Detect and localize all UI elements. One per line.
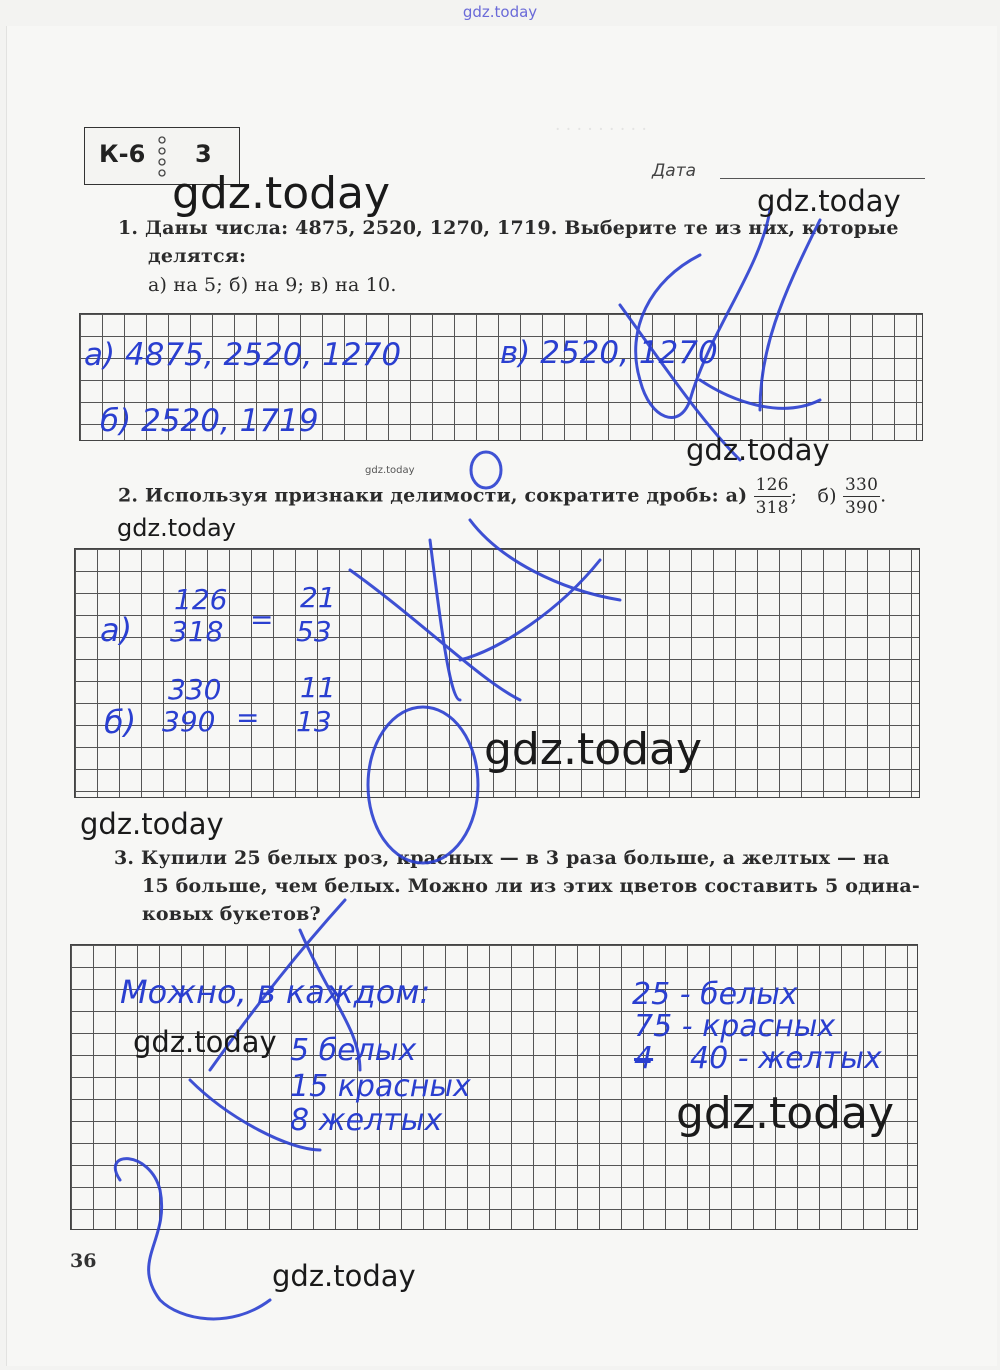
watermark-small: gdz.today	[365, 465, 415, 476]
answer-2-a-label: а)	[100, 611, 133, 649]
task-2-text: 2. Используя признаки делимости, сократите дробь: а)	[118, 484, 748, 507]
answer-2-a-rnum: 21	[300, 581, 336, 614]
answer-3-line-1: Можно, в каждом:	[120, 973, 431, 1011]
answer-2-b-den: 390	[162, 705, 216, 738]
answer-1-b: б) 2520, 1719	[100, 403, 319, 439]
watermark: gdz.today	[686, 433, 830, 467]
sentence-end: .	[880, 484, 887, 507]
answer-3-strike: 4	[634, 1041, 654, 1076]
site-label[interactable]: gdz.today	[462, 3, 538, 21]
answer-1-a: а) 4875, 2520, 1270	[84, 337, 402, 373]
answer-2-a-num: 126	[174, 583, 228, 616]
answer-2-b-num: 330	[168, 673, 222, 706]
watermark: gdz.today	[272, 1259, 416, 1293]
watermark: gdz.today	[757, 184, 901, 218]
answer-1-c: в) 2520, 1270	[500, 335, 718, 371]
answer-2-b-rnum: 11	[300, 671, 336, 704]
answer-3-yellow: 8 желтых	[290, 1103, 443, 1138]
answer-3-count-white: 25 - белых	[632, 977, 798, 1012]
answer-2-b-rden: 13	[296, 705, 332, 738]
fraction-a-denominator: 318	[755, 498, 789, 518]
answer-2-a-rden: 53	[296, 615, 332, 648]
task-3-line-1: 3. Купили 25 белых роз, красных — в 3 раза больше, а желтых — на	[114, 847, 890, 869]
watermark: gdz.today	[484, 724, 703, 775]
task-1-line-3: а) на 5; б) на 9; в) на 10.	[148, 274, 397, 296]
answer-2-a-eq: =	[250, 603, 274, 636]
answer-2-b-label: б)	[104, 703, 137, 741]
watermark: gdz.today	[676, 1088, 895, 1139]
work-code: К-6	[99, 140, 146, 168]
answer-3-white: 5 белых	[290, 1033, 417, 1068]
task-1-line-2: делятся:	[148, 245, 247, 267]
task-1-line-1: 1. Даны числа: 4875, 2520, 1270, 1719. Выберите те из них, которые	[118, 217, 899, 239]
task-3-line-2: 15 больше, чем белых. Можно ли из этих цветов составить 5 одина-	[142, 875, 920, 897]
page-number: 36	[70, 1250, 97, 1272]
answer-2-b-eq: =	[236, 701, 260, 734]
task-3-line-3: ковых букетов?	[142, 903, 321, 925]
watermark: gdz.today	[117, 514, 236, 542]
watermark: gdz.today	[172, 168, 391, 219]
answer-2-a-den: 318	[170, 615, 224, 648]
bleed-through-text: · · · · · · · · ·	[555, 120, 647, 140]
answer-3-count-red: 75 - красных	[634, 1009, 836, 1044]
watermark: gdz.today	[133, 1025, 277, 1059]
answer-3-red: 15 красных	[290, 1069, 471, 1104]
watermark: gdz.today	[80, 807, 224, 841]
fraction-b-label: б)	[817, 484, 837, 507]
fraction-b-numerator: 330	[845, 475, 879, 495]
variant-number: 3	[195, 140, 212, 168]
fraction-separator: ;	[790, 484, 798, 507]
fraction-a-numerator: 126	[755, 475, 789, 495]
fraction-b-denominator: 390	[845, 498, 879, 518]
date-label: Дата	[652, 161, 697, 181]
answer-3-count-yellow: 40 - желтых	[690, 1041, 882, 1076]
